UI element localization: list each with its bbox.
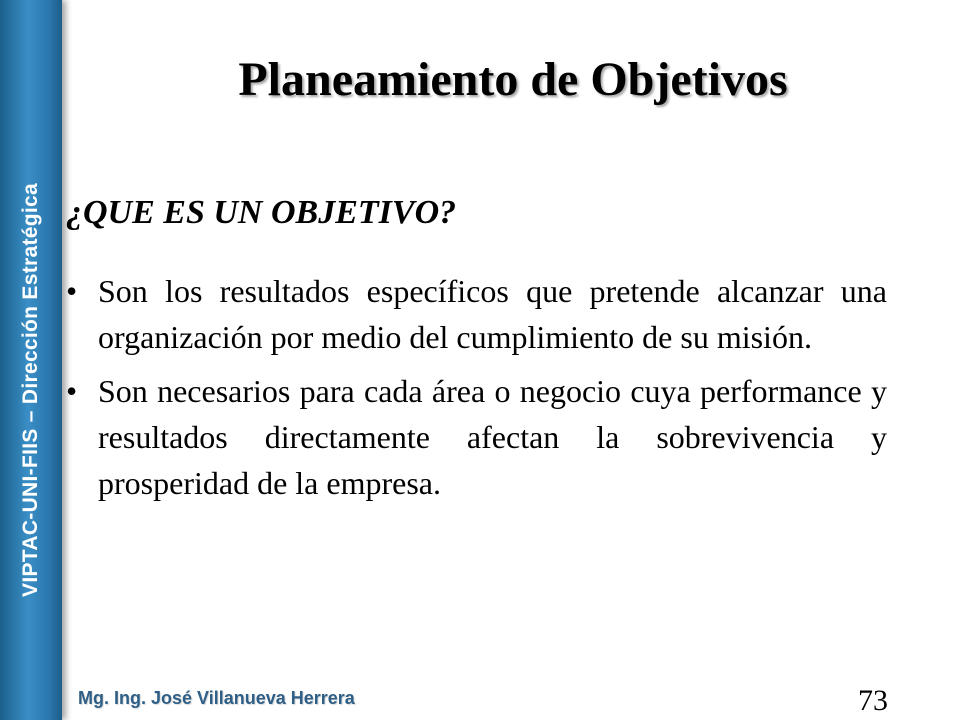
bullet-text: Son los resultados específicos que pretende alcanzar una organización por medio del cumplimiento de su misión. — [98, 273, 887, 355]
bullet-item — [62, 368, 887, 506]
bullet-marker: • — [66, 373, 78, 409]
side-banner — [0, 0, 62, 720]
slide-title: Planeamiento de Objetivos — [238, 53, 788, 106]
bullet-text: Son necesarios para cada área o negocio cuya performance y resultados directamente afectan la sobrevivencia y prosperidad de la empresa. — [98, 373, 887, 501]
bullet-marker: • — [66, 273, 78, 309]
question-heading: ¿QUE ES UN OBJETIVO? — [66, 194, 457, 231]
bullet-item — [62, 268, 887, 360]
footer-author: Mg. Ing. José Villanueva Herrera — [78, 688, 355, 708]
page-number: 73 — [858, 684, 888, 717]
side-banner-text: VIPTAC-UNI-FIIS – Dirección Estratégica — [19, 183, 42, 597]
bullet-list — [62, 268, 887, 514]
